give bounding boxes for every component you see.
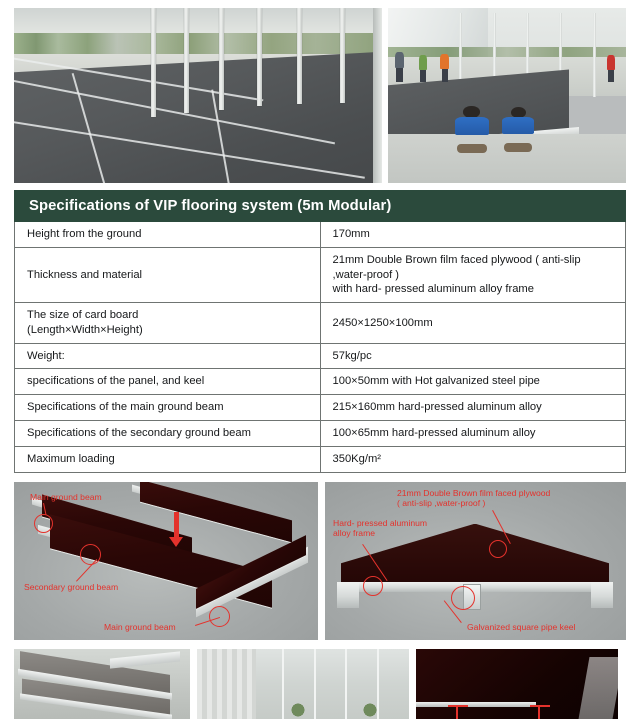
glass-wall <box>252 649 409 719</box>
diagram-row <box>14 482 626 640</box>
aluminium-frame-left-end <box>337 582 359 608</box>
row-label-text: Maximum loading <box>27 452 115 465</box>
marker-main-ground-beam-bottom <box>209 606 230 627</box>
measurement-marker <box>538 705 540 719</box>
potted-plant <box>362 703 378 717</box>
label-aluminum-frame-callout <box>333 518 427 539</box>
exploded-assembly-diagram <box>14 482 318 640</box>
installer-worker <box>502 117 534 146</box>
row-label <box>15 421 321 447</box>
row-value-text: 100×65mm hard-pressed aluminum alloy <box>332 427 536 440</box>
aluminium-frame-right-end <box>591 582 613 608</box>
specification-table-section <box>14 190 626 473</box>
marker-main-ground-beam-top <box>34 514 53 533</box>
specification-table <box>14 190 626 473</box>
row-value <box>320 446 626 472</box>
row-label-text: Thickness and material <box>27 268 143 281</box>
row-label <box>15 369 321 395</box>
table-row <box>15 343 626 369</box>
potted-plant <box>290 703 306 717</box>
row-value-text: 215×160mm hard-pressed aluminum alloy <box>332 401 542 414</box>
row-value-text: 57kg/pc <box>332 349 372 362</box>
worker-legs <box>457 144 487 153</box>
label-frame-line2: alloy frame <box>333 528 376 539</box>
installer-worker <box>455 117 489 147</box>
row-value <box>320 247 626 302</box>
worker-blue-shirt <box>455 117 489 136</box>
photo-stacked-panels <box>14 649 190 719</box>
wall-mullion <box>184 8 189 113</box>
label-plywood-callout <box>397 488 550 509</box>
table-body <box>15 222 626 473</box>
background-person <box>419 55 427 82</box>
label-frame-line1: Hard- pressed aluminum <box>333 517 428 528</box>
marker-plywood <box>489 540 507 558</box>
row-label-text: Height from the ground <box>27 228 142 240</box>
photo-tent-floor-overview <box>14 8 382 183</box>
row-value <box>320 303 626 344</box>
measurement-marker <box>456 705 458 719</box>
label-plywood-line1: 21mm Double Brown film faced plywood <box>397 487 551 498</box>
row-label-text: specifications of the panel, and keel <box>27 375 205 388</box>
marker-keel <box>451 586 475 610</box>
label-main-ground-beam-bottom: Main ground beam <box>104 621 176 632</box>
row-value-subtext: with hard- pressed aluminum alloy frame <box>332 283 534 296</box>
background-person <box>440 54 449 82</box>
row-value <box>320 369 626 395</box>
wall-mullion <box>340 8 345 103</box>
measurement-marker <box>530 705 550 707</box>
row-value-text: 2450×1250×100mm <box>332 316 433 329</box>
wall-mullion <box>314 649 316 719</box>
table-row <box>15 446 626 472</box>
bottom-photo-row <box>14 649 626 719</box>
measurement-marker <box>448 705 468 707</box>
row-value-text: 100×50mm with Hot galvanized steel pipe <box>332 375 540 388</box>
photo-panel-installation <box>388 8 626 183</box>
label-plywood-line2: ( anti-slip ,water-proof ) <box>397 498 486 509</box>
row-value <box>320 222 626 248</box>
row-label <box>15 222 321 248</box>
row-label <box>15 446 321 472</box>
background-person <box>607 55 615 82</box>
row-value <box>320 421 626 447</box>
table-row <box>15 247 626 302</box>
table-row <box>15 222 626 248</box>
row-value <box>320 395 626 421</box>
wall-mullion <box>257 8 262 106</box>
row-label-text: Specifications of the main ground beam <box>27 401 224 414</box>
wall-mullion <box>219 8 224 110</box>
panel-cross-section-diagram <box>325 482 626 640</box>
table-row <box>15 369 626 395</box>
wall-mullion <box>345 649 347 719</box>
row-value-text: 21mm Double Brown film faced plywood ( anti-slip ,water-proof ) <box>332 253 581 281</box>
row-label-text: Weight: <box>27 349 65 362</box>
worker-head <box>463 106 479 117</box>
marker-aluminum-frame <box>363 576 383 596</box>
row-label <box>15 247 321 302</box>
row-label <box>15 303 321 344</box>
background-person <box>395 52 404 82</box>
assembly-direction-arrow <box>174 512 179 538</box>
wall-mullion <box>151 8 156 117</box>
wall-mullion <box>297 8 302 104</box>
row-value-text: 170mm <box>332 228 370 240</box>
table-row <box>15 421 626 447</box>
row-label-text: The size of card board <box>27 309 139 322</box>
table-row <box>15 395 626 421</box>
white-curtain <box>197 649 256 719</box>
label-main-ground-beam-top: Main ground beam <box>30 491 102 502</box>
worker-legs <box>504 143 532 152</box>
tent-frame-edge <box>373 8 382 183</box>
marker-secondary-ground-beam <box>80 544 101 565</box>
row-value <box>320 343 626 369</box>
wall-mullion <box>593 13 596 97</box>
label-keel-callout: Galvanized square pipe keel <box>467 621 576 632</box>
table-header-title: Specifications of VIP flooring system (5m Modular) <box>15 191 626 222</box>
wall-mullion <box>282 649 284 719</box>
label-secondary-ground-beam: Secondary ground beam <box>24 581 119 592</box>
table-row <box>15 303 626 344</box>
row-value-text: 350Kg/m² <box>332 452 382 465</box>
worker-blue-shirt <box>502 117 534 135</box>
row-label <box>15 343 321 369</box>
photo-tent-glass-wall-interior <box>197 649 409 719</box>
row-label-subtext: (Length×Width×Height) <box>27 323 143 336</box>
row-label <box>15 395 321 421</box>
photo-panel-surface-detail <box>416 649 618 719</box>
assembly-direction-arrow-head <box>169 537 183 547</box>
row-label-text: Specifications of the secondary ground beam <box>27 427 251 440</box>
aluminium-edge-rail <box>416 702 536 707</box>
glass-wall <box>146 8 382 183</box>
top-photo-row <box>14 8 626 183</box>
